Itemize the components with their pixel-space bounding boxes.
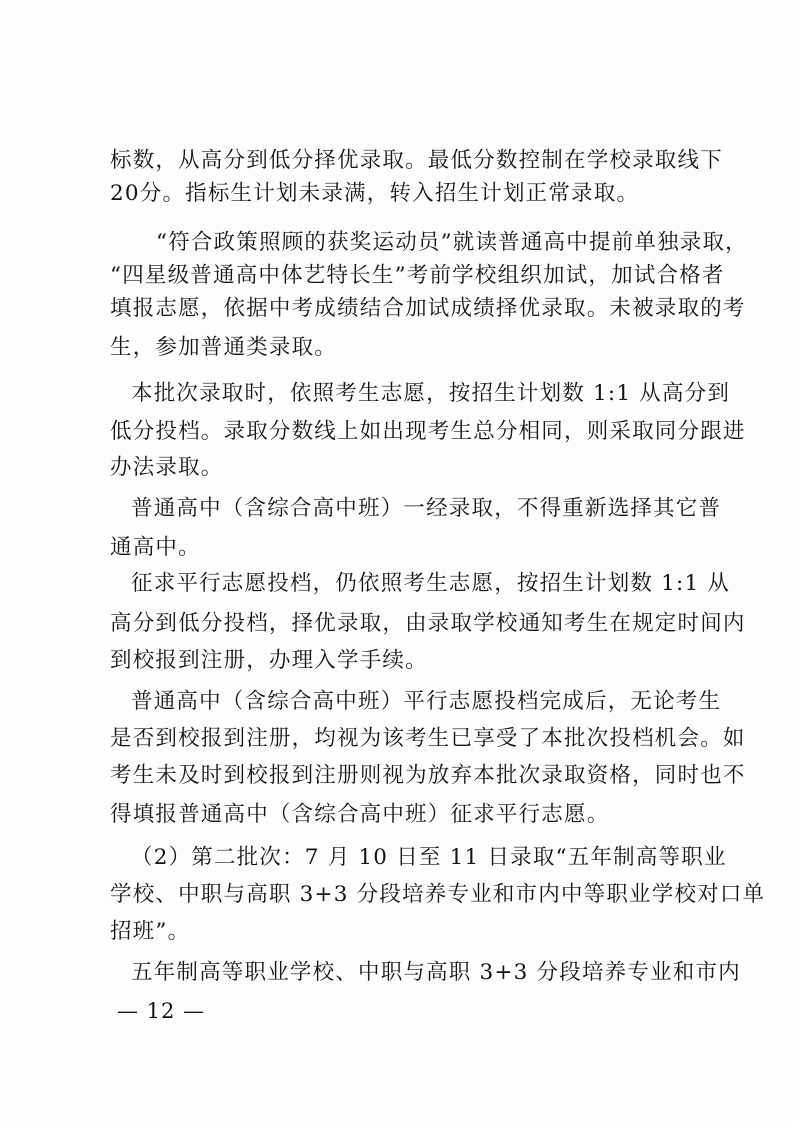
- text-line: （2）第二批次：7 月 10 日至 11 日录取“五年制高等职业: [131, 845, 727, 870]
- text-line: 填报志愿，依据中考成绩结合加试成绩择优录取。未被录取的考: [110, 296, 746, 321]
- text-line: 20分。指标生计划未录满，转入招生计划正常录取。: [110, 181, 640, 206]
- text-line: 是否到校报到注册，均视为该考生已享受了本批次投档机会。如: [110, 726, 746, 751]
- text-line: 普通高中（含综合高中班）平行志愿投档完成后，无论考生: [131, 689, 722, 714]
- text-line: 到校报到注册，办理入学手续。: [110, 648, 428, 673]
- text-line: 生，参加普通类录取。: [110, 335, 338, 360]
- text-line: 招班”。: [110, 919, 191, 944]
- text-line: 考生未及时到校报到注册则视为放弃本批次录取资格，同时也不: [110, 763, 746, 788]
- page-number: — 12 —: [117, 999, 206, 1023]
- text-line: 征求平行志愿投档，仍依照考生志愿，按招生计划数 1:1 从: [131, 571, 731, 596]
- text-line: 本批次录取时，依照考生志愿，按招生计划数 1:1 从高分到: [131, 381, 731, 406]
- text-line: 标数，从高分到低分择优录取。最低分数控制在学校录取线下: [110, 148, 723, 173]
- text-line: “符合政策照顾的获奖运动员”就读普通高中提前单独录取，: [156, 230, 748, 255]
- text-line: 普通高中（含综合高中班）一经录取，不得重新选择其它普: [131, 496, 722, 521]
- text-line: 得填报普通高中（含综合高中班）征求平行志愿。: [110, 802, 610, 827]
- text-line: 五年制高等职业学校、中职与高职 3+3 分段培养专业和市内: [131, 960, 741, 985]
- text-line: 高分到低分投档，择优录取，由录取学校通知考生在规定时间内: [110, 611, 746, 636]
- text-line: “四星级普通高中体艺特长生”考前学校组织加试，加试合格者: [110, 263, 725, 288]
- text-line: 学校、中职与高职 3+3 分段培养专业和市内中等职业学校对口单: [110, 882, 766, 907]
- text-line: 办法录取。: [110, 455, 224, 480]
- text-line: 通高中。: [110, 535, 201, 560]
- text-line: 低分投档。录取分数线上如出现考生总分相同，则采取同分跟进: [110, 419, 746, 444]
